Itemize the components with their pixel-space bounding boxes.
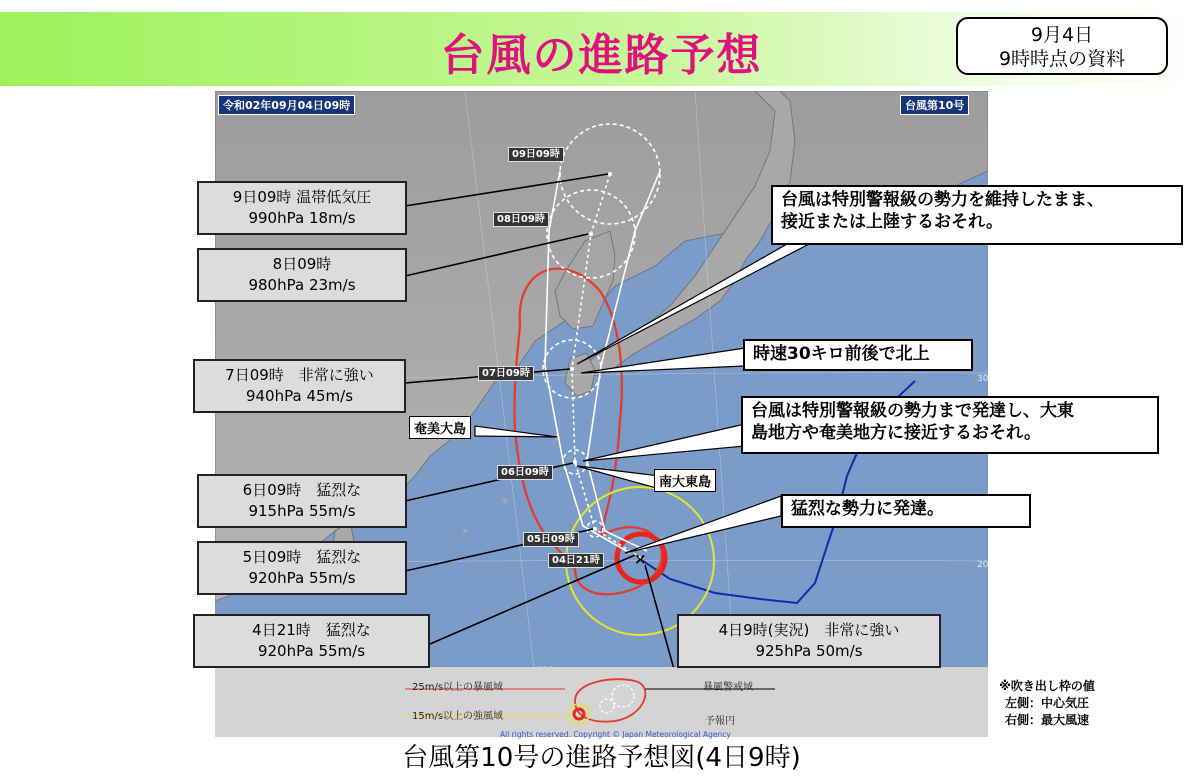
callout-05: 5日09時 猛烈な 920hPa 55m/s [197,541,407,595]
legend-warning-area: 暴風警戒域 [703,682,753,693]
map-issue-datetime: 令和02年09月04日09時 [218,95,355,115]
grid-label-lat: 30 [977,374,988,384]
callout-08: 8日09時 980hPa 23m/s [197,248,407,302]
legend-forecast-circle: 予報円 [705,716,735,727]
typhoon-name-tag: 台風第10号 [900,95,969,115]
time-tag-05: 05日09時 [523,532,579,547]
legend-strong-area: 15m/s以上の強風域 [412,711,504,722]
place-minamidaito: 南大東島 [654,469,716,492]
callout-07: 7日09時 非常に強い 940hPa 45m/s [193,359,406,413]
callout-09: 9日09時 温帯低気圧 990hPa 18m/s [197,181,407,235]
time-tag-09: 09日09時 [508,147,564,162]
issue-time: 9時時点の資料 [998,48,1126,70]
time-tag-08: 08日09時 [493,212,549,227]
figure-caption: 台風第10号の進路予想図(4日9時) [402,743,801,773]
typhoon-center-mark: × [634,550,647,568]
time-tag-06: 06日09時 [497,465,553,480]
callout-06: 6日09時 猛烈な 915hPa 55m/s [197,474,407,528]
callout-0421: 4日21時 猛烈な 920hPa 55m/s [193,614,430,668]
callout-current: 4日9時(実況) 非常に強い 925hPa 50m/s [677,614,941,668]
place-amami: 奄美大島 [409,416,471,439]
time-tag-07: 07日09時 [478,366,534,381]
time-tag-0421: 04日21時 [548,553,604,568]
grid-label-lat: 20 [977,560,988,570]
legend-storm-area: 25m/s以上の暴風域 [412,682,504,693]
value-explanation-note: ※吹き出し枠の値 左側：中心気圧 右側：最大風速 [999,679,1095,727]
ryukyu-island [463,529,467,533]
page-title: 台風の進路予想 [440,30,763,81]
note-keep-strength: 台風は特別警報級の勢力を維持したまま、 接近または上陸するおそれ。 [771,185,1183,245]
note-speed: 時速30キロ前後で北上 [743,339,973,371]
note-develop: 台風は特別警報級の勢力まで発達し、大東 島地方や奄美地方に接近するおそれ。 [741,396,1159,454]
copyright-text: All rights reserved. Copyright © Japan Meteorological Agency [500,730,731,739]
note-violent: 猛烈な勢力に発達。 [781,494,1031,528]
issue-date: 9月4日 [1030,24,1094,46]
issue-date-box [956,17,1168,75]
ryukyu-island [503,499,508,504]
